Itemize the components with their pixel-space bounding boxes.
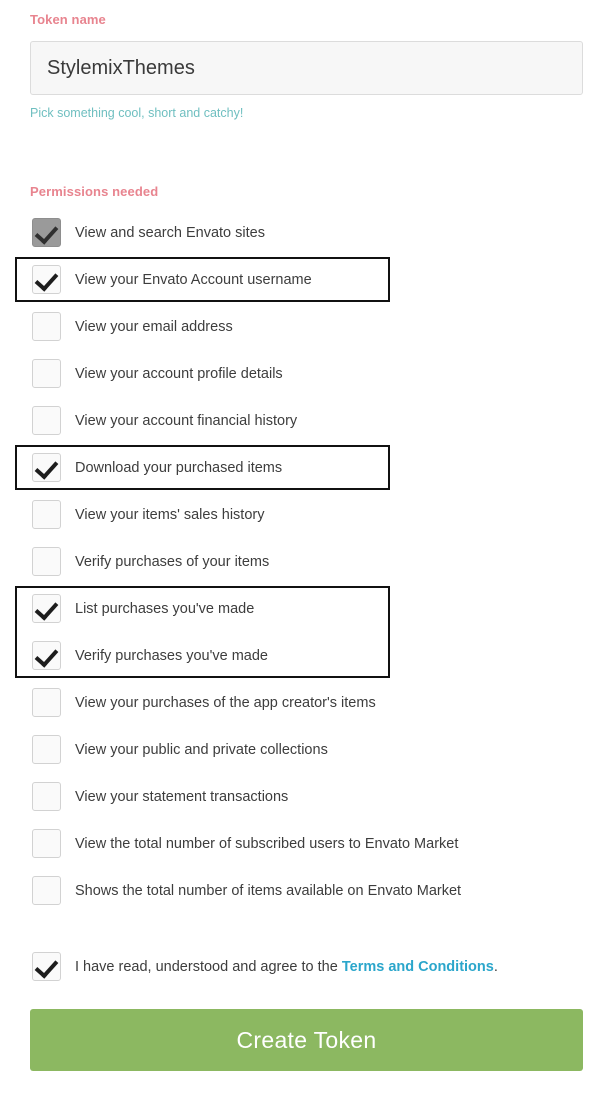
- permission-label: View your items' sales history: [75, 506, 265, 523]
- permission-row[interactable]: [30, 773, 583, 820]
- terms-agreement-label: [75, 959, 498, 975]
- permission-checkbox[interactable]: [32, 312, 61, 341]
- permission-label: View your Envato Account username: [75, 271, 312, 288]
- permission-checkbox[interactable]: [32, 500, 61, 529]
- terms-text-before: I have read, understood and agree to the: [75, 958, 342, 975]
- permission-checkbox: [32, 218, 61, 247]
- permission-row[interactable]: [30, 209, 583, 256]
- permission-row[interactable]: [30, 491, 583, 538]
- permission-checkbox[interactable]: [32, 688, 61, 717]
- permission-checkbox[interactable]: [32, 641, 61, 670]
- terms-agreement-row[interactable]: [30, 952, 583, 981]
- create-token-button[interactable]: Create Token: [30, 1009, 583, 1071]
- permission-row[interactable]: [30, 726, 583, 773]
- permissions-label: Permissions needed: [30, 184, 159, 199]
- token-name-input[interactable]: [30, 41, 583, 95]
- permission-row[interactable]: [30, 397, 583, 444]
- permission-row[interactable]: [30, 820, 583, 867]
- permission-row[interactable]: [30, 256, 583, 303]
- permissions-list: [30, 209, 583, 914]
- permission-row[interactable]: [30, 538, 583, 585]
- token-name-hint: Pick something cool, short and catchy!: [30, 106, 244, 120]
- permission-label: View your account financial history: [75, 412, 298, 429]
- permission-checkbox[interactable]: [32, 359, 61, 388]
- permission-row[interactable]: [30, 585, 583, 632]
- permission-checkbox[interactable]: [32, 406, 61, 435]
- permission-label: Shows the total number of items available on Envato Market: [75, 882, 462, 899]
- terms-text-after: .: [493, 958, 498, 975]
- permission-row[interactable]: [30, 679, 583, 726]
- permission-row[interactable]: [30, 350, 583, 397]
- terms-and-conditions-link[interactable]: Terms and Conditions: [341, 958, 494, 975]
- permission-label: View your purchases of the app creator's items: [75, 694, 376, 711]
- permission-label: Verify purchases of your items: [75, 553, 270, 570]
- terms-agreement-checkbox[interactable]: [32, 952, 61, 981]
- permission-checkbox[interactable]: [32, 547, 61, 576]
- permission-row[interactable]: [30, 867, 583, 914]
- permission-checkbox[interactable]: [32, 829, 61, 858]
- permission-label: View the total number of subscribed users to Envato Market: [75, 835, 459, 852]
- permission-checkbox[interactable]: [32, 876, 61, 905]
- permission-row[interactable]: [30, 444, 583, 491]
- permission-label: View your public and private collections: [75, 741, 328, 758]
- permission-label: List purchases you've made: [75, 600, 255, 617]
- token-name-label: Token name: [30, 12, 106, 27]
- permission-checkbox[interactable]: [32, 782, 61, 811]
- permission-checkbox[interactable]: [32, 453, 61, 482]
- permission-label: View and search Envato sites: [75, 224, 265, 241]
- permission-label: View your email address: [75, 318, 233, 335]
- permission-label: View your statement transactions: [75, 788, 289, 805]
- permission-label: View your account profile details: [75, 365, 283, 382]
- permission-checkbox[interactable]: [32, 265, 61, 294]
- permission-row[interactable]: [30, 632, 583, 679]
- permission-row[interactable]: [30, 303, 583, 350]
- permission-label: Verify purchases you've made: [75, 647, 268, 664]
- permission-label: Download your purchased items: [75, 459, 283, 476]
- permission-checkbox[interactable]: [32, 735, 61, 764]
- permission-checkbox[interactable]: [32, 594, 61, 623]
